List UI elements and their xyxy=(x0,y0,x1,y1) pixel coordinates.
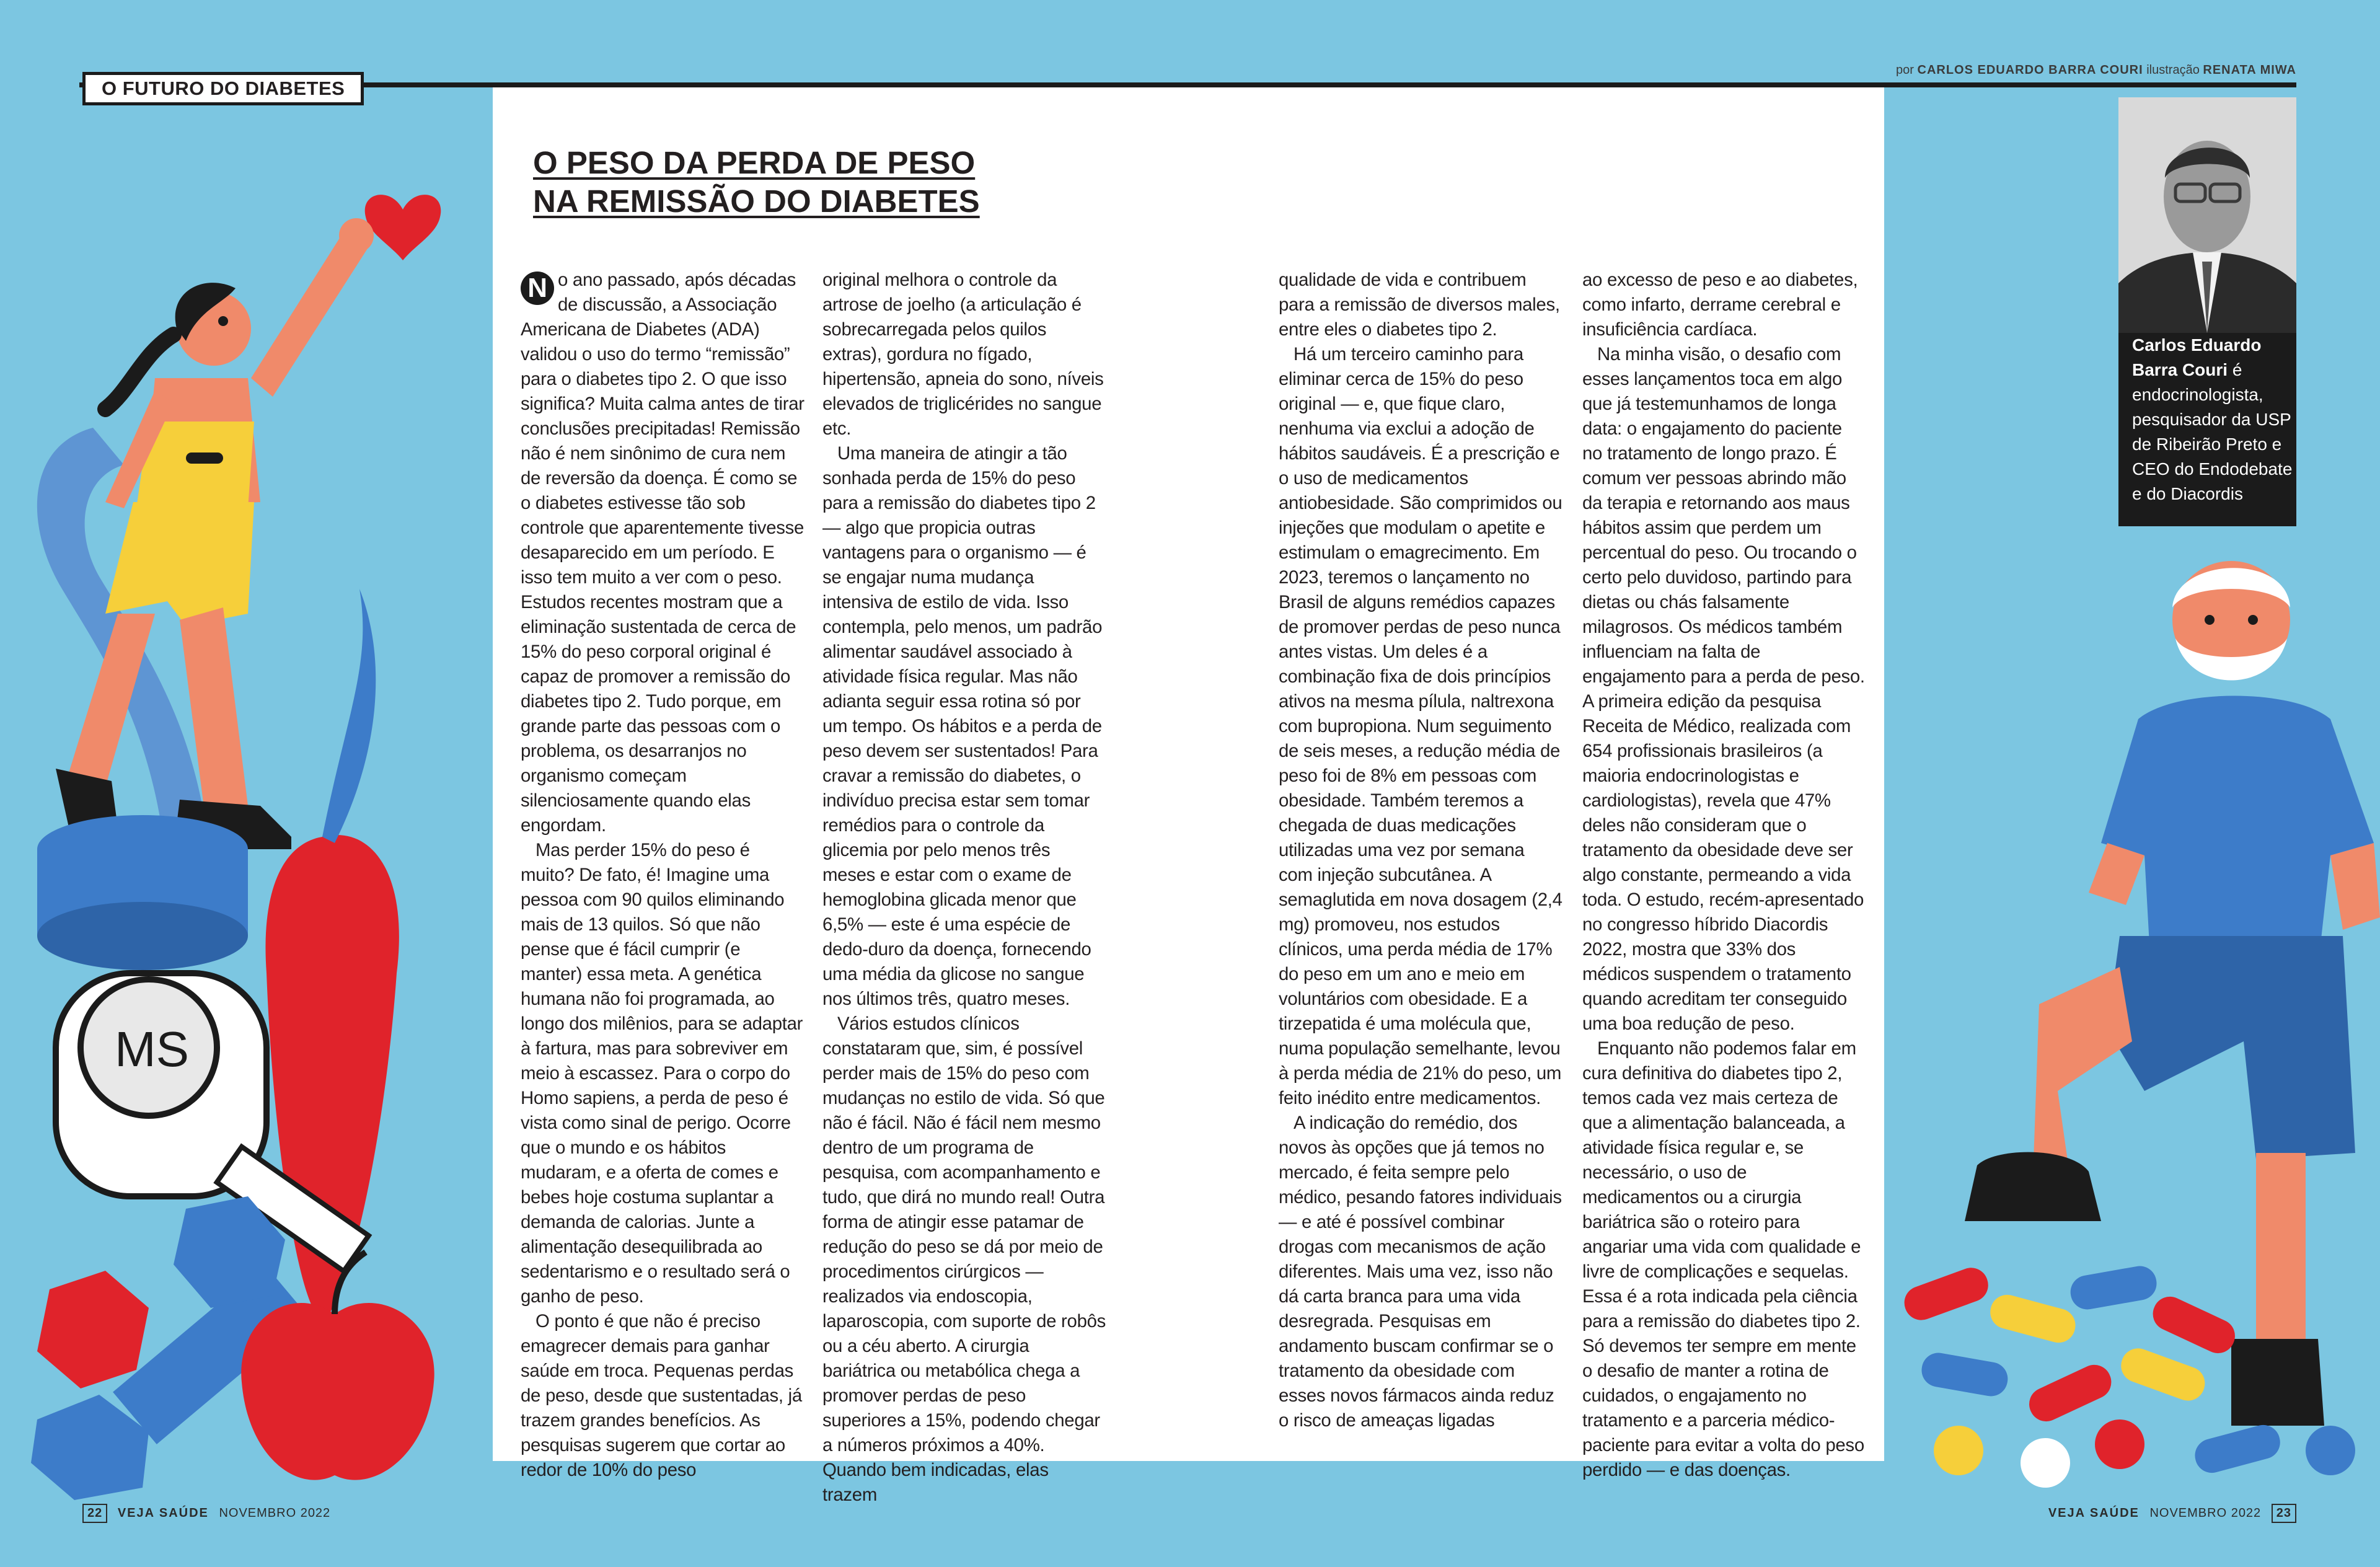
illustrator-credit: RENATA MIWA xyxy=(2203,63,2296,77)
section-tag: O FUTURO DO DIABETES xyxy=(82,72,364,105)
paragraph: Na minha visão, o desafio com esses lançamentos toca em algo que já testemunhamos de longa data: o engajamento do paciente no tratamento de longo prazo. É comum ver pessoas abrindo mão da terapia e retornando aos maus hábitos assim que perdem um percentual do peso. Ou trocando o certo pelo duvidoso, partindo para dietas ou chás falsamente milagrosos. Os médicos também influenciam na falta de engajamento para a perda de peso. A primeira edição da pesquisa Receita de Médico, realizada com 654 profissionais brasileiros (a maioria endocrinologistas e cardiologistas), revela que 47% deles não consideram que o tratamento da obesidade deve ser algo constante, permeando a vida toda. O estudo, recém-apresentado no congresso híbrido Diacordis 2022, mostra que 33% dos médicos suspendem o tratamento quando acreditam ter conseguido uma boa redução de peso. xyxy=(1582,344,1865,1034)
headline-line-2: NA REMISSÃO DO DIABETES xyxy=(533,183,980,219)
headline-line-1: O PESO DA PERDA DE PESO xyxy=(533,145,976,180)
meter-label: MS xyxy=(115,1022,189,1077)
credit-illustration-label: ilustração xyxy=(2146,63,2200,77)
author-name: Carlos Eduardo Barra Couri xyxy=(2132,335,2262,379)
paragraph: ao excesso de peso e ao diabetes, como infarto, derrame cerebral e insuficiência cardíaca. xyxy=(1582,270,1858,340)
paragraph: qualidade de vida e contribuem para a remissão de diversos males, entre eles o diabetes tipo 2. xyxy=(1279,270,1560,340)
author-photo xyxy=(2118,97,2296,333)
paragraph: Enquanto não podemos falar em cura definitiva do diabetes tipo 2, temos cada vez mais certeza de que a alimentação balanceada, a atividade física regular e, se necessário, o uso de medicamentos ou a cirurgia bariátrica são o roteiro para angariar uma vida com qualidade e livre de complicações e sequelas. Essa é a rota indicada pela ciência para a remissão do diabetes tipo 2. Só devemos ter sempre em mente o desafio de manter a rotina de cuidados, o engajamento no tratamento e a parceria médico-paciente para evitar a volta do peso perdido — e das doenças. xyxy=(1582,1038,1864,1480)
paragraph: original melhora o controle da artrose de joelho (a articulação é sobrecarregada pelos quilos extras), gordura no fígado, hipertensão, apneia do sono, níveis elevados de triglicérides no sangue etc. xyxy=(822,270,1104,439)
author-bio xyxy=(2132,333,2293,506)
header-rule xyxy=(79,82,2296,87)
headline xyxy=(533,144,1091,221)
column-1 xyxy=(521,268,804,1483)
footer-right xyxy=(2042,1504,2296,1523)
magazine-name-right: VEJA SAÚDE xyxy=(2048,1506,2140,1520)
author-description: é endocrinologista, pesquisador da USP de Ribeirão Preto e CEO do Endodebate e do Diacordis xyxy=(2132,360,2293,503)
column-3 xyxy=(1279,268,1562,1433)
left-illustration xyxy=(0,155,490,1500)
column-4 xyxy=(1582,268,1866,1483)
page-number-right: 23 xyxy=(2272,1504,2296,1523)
credit-by-label: por xyxy=(1896,63,1914,77)
paragraph: Vários estudos clínicos constataram que, sim, é possível perder mais de 15% do peso com mudanças no estilo de vida. Só que não é fácil. Não é fácil nem mesmo dentro de um programa de pesquisa, com acompanhamento e tudo, que dirá no mundo real! Outra forma de atingir esse patamar de redução do peso se dá por meio de procedimentos cirúrgicos — realizados via endoscopia, laparoscopia, com suporte de robôs ou a céu aberto. A cirurgia bariátrica ou metabólica chega a promover perdas de peso superiores a 15%, podendo chegar a números próximos a 40%. Quando bem indicadas, elas trazem xyxy=(822,1013,1106,1505)
credits xyxy=(1896,63,2296,77)
column-2 xyxy=(822,268,1106,1507)
right-illustration xyxy=(1884,533,2380,1500)
author-credit: CARLOS EDUARDO BARRA COURI xyxy=(1917,63,2143,77)
paragraph: A indicação do remédio, dos novos às opções que já temos no mercado, é feita sempre pelo médico, pesando fatores individuais — e até é possível combinar drogas com mecanismos de ação diferentes. Mais uma vez, isso não dá carta branca para uma vida desregrada. Pesquisas em andamento buscam confirmar se o tratamento da obesidade com esses novos fármacos ainda reduz o risco de ameaças ligadas xyxy=(1279,1113,1562,1431)
author-box xyxy=(2118,97,2296,526)
issue-date-right: NOVEMBRO 2022 xyxy=(2149,1506,2262,1520)
paragraph: O ponto é que não é preciso emagrecer demais para ganhar saúde em troca. Pequenas perdas de peso, desde que sustentadas, já trazem grandes benefícios. As pesquisas sugerem que cortar ao redor de 10% do peso xyxy=(521,1311,802,1480)
paragraph: Mas perder 15% do peso é muito? De fato, é! Imagine uma pessoa com 90 quilos eliminando mais de 13 quilos. Só que não pense que é fácil cumprir (e manter) essa meta. A genética humana não foi programada, ao longo dos milênios, para se adaptar à fartura, mas para sobreviver em meio à escassez. Para o corpo do Homo sapiens, a perda de peso é vista como sinal de perigo. Ocorre que o mundo e os hábitos mudaram, e a oferta de comes e bebes hoje costuma suplantar a demanda de calorias. Junte a alimentação desequilibrada ao sedentarismo e o resultado será o ganho de peso. xyxy=(521,840,803,1307)
heart-icon xyxy=(365,195,441,260)
paragraph: Há um terceiro caminho para eliminar cerca de 15% do peso original — e, que fique claro, nenhuma via exclui a adoção de hábitos saudáveis. É a prescrição e o uso de medicamentos antiobesidade. São comprimidos ou injeções que modulam o apetite e estimulam o emagrecimento. Em 2023, teremos o lançamento no Brasil de alguns remédios capazes de promover perdas de peso nunca antes vistas. Um deles é a combinação fixa de dois princípios ativos na mesma pílula, naltrexona com bupropiona. Num seguimento de seis meses, a redução média de peso foi de 8% em pessoas com obesidade. Também teremos a chegada de duas medicações utilizadas uma vez por semana com injeção subcutânea. A semaglutida em nova dosagem (2,4 mg) promoveu, nos estudos clínicos, uma perda média de 17% do peso em um ano e meio em voluntários com obesidade. E a tirzepatida é uma molécula que, numa população semelhante, levou à perda média de 21% do peso, um feito inédito entre medicamentos. xyxy=(1279,344,1562,1108)
magazine-name-left: VEJA SAÚDE xyxy=(117,1506,209,1520)
paragraph: N o ano passado, após décadas de discussão, a Associação Americana de Diabetes (ADA) validou o uso do termo “remissão” para o diabetes tipo 2. O que isso significa? Muita calma antes de tirar conclusões precipitadas! Remissão não é nem sinônimo de cura nem de reversão da doença. É como se o diabetes estivesse tão sob controle que aparentemente tivesse desaparecido em um período. E isso tem muito a ver com o peso. Estudos recentes mostram que a eliminação sustentada de cerca de 15% do peso corporal original é capaz de promover a remissão do diabetes tipo 2. Tudo porque, em grande parte das pessoas com o problema, os desarranjos no organismo começam silenciosamente quando elas engordam. xyxy=(521,270,804,836)
drop-cap: N xyxy=(521,271,554,305)
footer-left xyxy=(82,1504,330,1523)
page-number-left: 22 xyxy=(82,1504,107,1523)
paragraph: Uma maneira de atingir a tão sonhada perda de 15% do peso para a remissão do diabetes tipo 2 — algo que propicia outras vantagens para o organismo — é se engajar numa mudança intensiva de estilo de vida. Isso contempla, pelo menos, um padrão alimentar saudável associado à atividade física regular. Mas não adianta seguir essa rotina só por um tempo. Os hábitos e a perda de peso devem ser sustentados! Para cravar a remissão do diabetes, o indivíduo precisa estar sem tomar remédios para o controle da glicemia por pelo menos três meses e estar com o exame de hemoglobina glicada menor que 6,5% — este é uma espécie de dedo-duro da doença, fornecendo uma média da glicose no sangue nos últimos três, quatro meses. xyxy=(822,443,1103,1009)
issue-date-left: NOVEMBRO 2022 xyxy=(219,1506,331,1520)
